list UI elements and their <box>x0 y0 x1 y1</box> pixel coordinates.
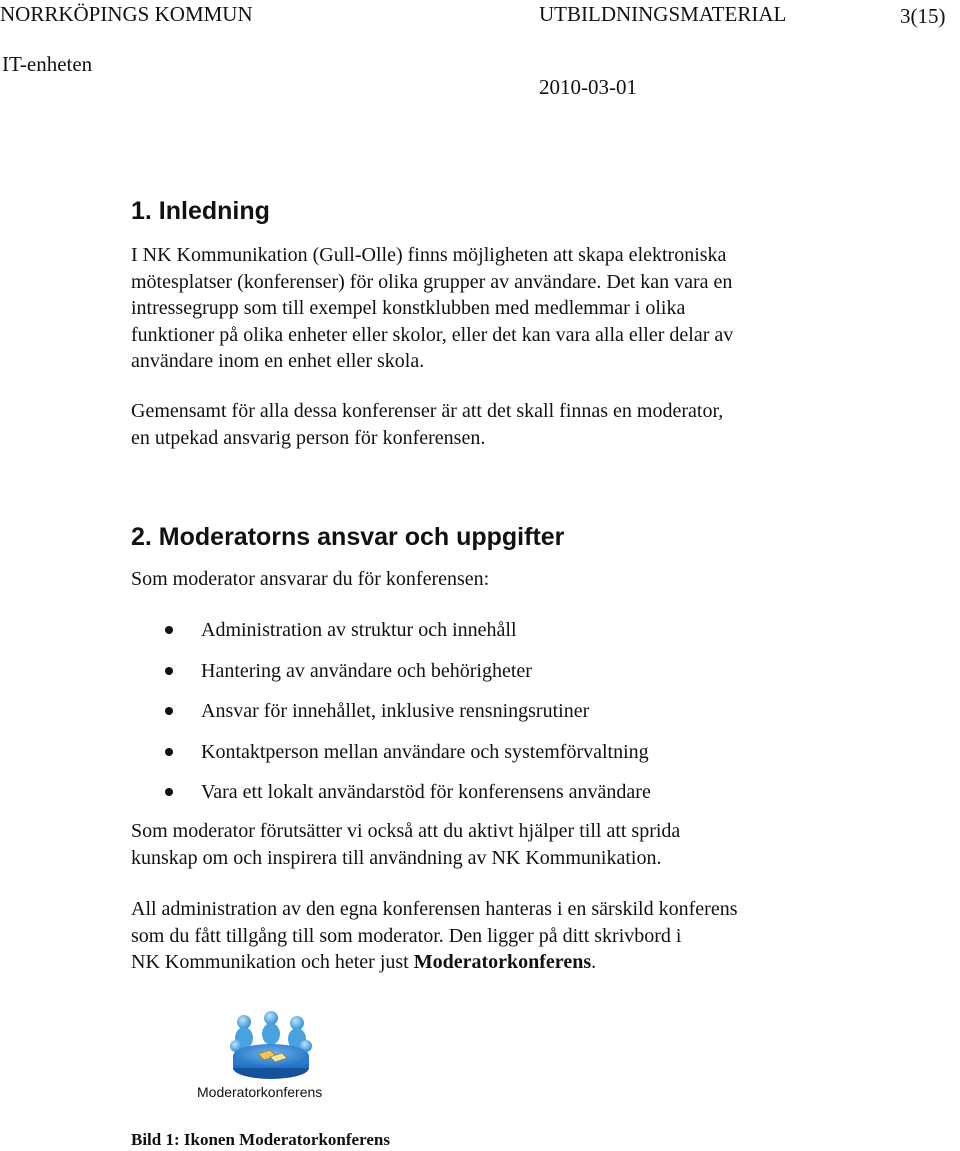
section2-intro: Som moderator ansvarar du för konferensen: <box>131 568 490 590</box>
text-line: kunskap om och inspirera till användning av NK Kommunikation. <box>131 846 662 869</box>
text-line: mötesplatser (konferenser) för olika grupper av användare. Det kan vara en <box>131 270 733 293</box>
text-line: användare inom en enhet eller skola. <box>131 350 425 372</box>
text-line: Gemensamt för alla dessa konferenser är att det skall finnas en moderator, <box>131 400 724 422</box>
list-item: Administration av struktur och innehåll <box>160 616 651 657</box>
text-line: Som moderator förutsätter vi också att du aktivt hjälper till att sprida <box>131 820 681 842</box>
paragraph-admin <box>131 896 861 976</box>
list-item: Ansvar för innehållet, inklusive rensningsrutiner <box>160 697 651 738</box>
paragraph-moderator-note <box>131 398 861 451</box>
list-item: Vara ett lokalt användarstöd för konferensens användare <box>160 778 651 819</box>
header-unit: IT-enheten <box>2 52 93 76</box>
moderator-conference-name: Moderatorkonferens <box>413 951 592 973</box>
header-page-number: 3(15) <box>900 4 946 28</box>
header-doc-type: UTBILDNINGSMATERIAL <box>539 2 787 26</box>
text-line: en utpekad ansvarig person för konferensen. <box>131 426 486 449</box>
bullet-icon <box>165 626 173 634</box>
text-line: funktioner på olika enheter eller skolor, eller det kan vara alla eller delar av <box>131 323 734 346</box>
text-line: All administration av den egna konferensen hanteras i en särskild konferens <box>131 898 738 920</box>
section-heading-1: 1. Inledning <box>131 197 270 225</box>
text-line: intressegrupp som till exempel konstklubben med medlemmar i olika <box>131 297 686 319</box>
section-heading-2: 2. Moderatorns ansvar och uppgifter <box>131 523 565 551</box>
bullet-icon <box>165 788 173 796</box>
text-line: NK Kommunikation och heter just Moderatorkonferens. <box>131 951 597 973</box>
bullet-icon <box>165 748 173 756</box>
responsibility-list <box>160 616 651 819</box>
list-item: Kontaktperson mellan användare och systemförvaltning <box>160 738 651 779</box>
icon-label: Moderatorkonferens <box>197 1084 323 1100</box>
moderator-conference-icon[interactable] <box>196 1010 346 1106</box>
figure-caption: Bild 1: Ikonen Moderatorkonferens <box>131 1130 390 1149</box>
paragraph-intro <box>131 242 861 375</box>
bullet-icon <box>165 707 173 715</box>
list-item: Hantering av användare och behörigheter <box>160 657 651 698</box>
header-org: NORRKÖPINGS KOMMUN <box>0 2 253 26</box>
text-line: som du fått tillgång till som moderator. Den ligger på ditt skrivbord i <box>131 924 682 947</box>
paragraph-expectations <box>131 818 861 871</box>
bullet-icon <box>165 667 173 675</box>
header-date: 2010-03-01 <box>539 75 637 99</box>
text-line: I NK Kommunikation (Gull-Olle) finns möjligheten att skapa elektroniska <box>131 244 727 266</box>
